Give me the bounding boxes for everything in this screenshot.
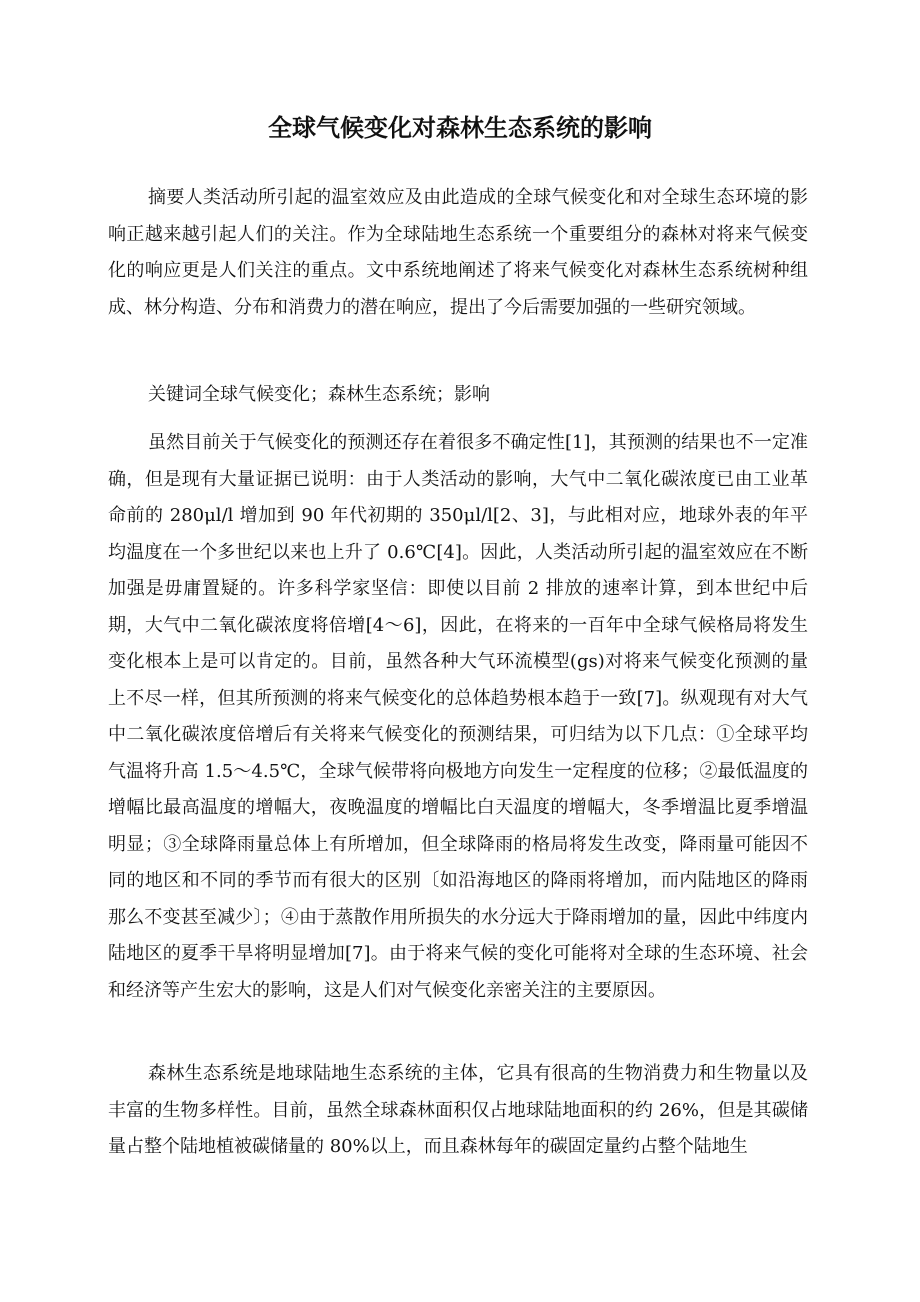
abstract-paragraph: 摘要人类活动所引起的温室效应及由此造成的全球气候变化和对全球生态环境的影响正越来越引起人们的关注。作为全球陆地生态系统一个重要组分的森林对将来气候变化的响应更是人们关注的重点。文中系统地阐述了将来气候变化对森林生态系统树种组成、林分构造、分布和消费力的潜在响应，提出了今后需要加强的一些研究领域。 xyxy=(108,187,808,318)
keywords-paragraph: 关键词全球气候变化；森林生态系统；影响 xyxy=(148,384,490,405)
body-paragraph: 森林生态系统是地球陆地生态系统的主体，它具有很高的生物消费力和生物量以及丰富的生物多样性。目前，虽然全球森林面积仅占地球陆地面积的约 26%，但是其碳储量占整个陆地植被碳储量的 80%以上，而且森林每年的碳固定量约占整个陆地生 xyxy=(108,1063,808,1157)
document-title: 全球气候变化对森林生态系统的影响 xyxy=(268,114,652,142)
body-paragraph: 虽然目前关于气候变化的预测还存在着很多不确定性[1]，其预测的结果也不一定准确，但是现有大量证据已说明：由于人类活动的影响，大气中二氧化碳浓度已由工业革命前的 280μl/l 增加到 90 年代初期的 350μl/l[2、3]，与此相对应，地球外表的年平均温度在一个多世纪以来也上升了 0.6℃[4]。因此，人类活动所引起的温室效应在不断加强是毋庸置疑的。许多科学家坚信：即使以目前 2 排放的速率计算，到本世纪中后期，大气中二氧化碳浓度将倍增[4～6]，因此，在将来的一百年中全球气候格局将发生变化根本上是可以肯定的。目前，虽然各种大气环流模型(gs)对将来气候变化预测的量上不尽一样，但其所预测的将来气候变化的总体趋势根本趋于一致[7]。纵观现有对大气中二氧化碳浓度倍增后有关将来气候变化的预测结果，可归结为以下几点：①全球平均气温将升高 1.5～4.5℃，全球气候带将向极地方向发生一定程度的位移；②最低温度的增幅比最高温度的增幅大，夜晚温度的增幅比白天温度的增幅大，冬季增温比夏季增温明显；③全球降雨量总体上有所增加，但全球降雨的格局将发生改变，降雨量可能因不同的地区和不同的季节而有很大的区别〔如沿海地区的降雨将增加，而内陆地区的降雨那么不变甚至减少〕；④由于蒸散作用所损失的水分远大于降雨增加的量，因此中纬度内陆地区的夏季干旱将明显增加[7]。由于将来气候的变化可能将对全球的生态环境、社会和经济等产生宏大的影响，这是人们对气候变化亲密关注的主要原因。 xyxy=(108,432,808,1001)
